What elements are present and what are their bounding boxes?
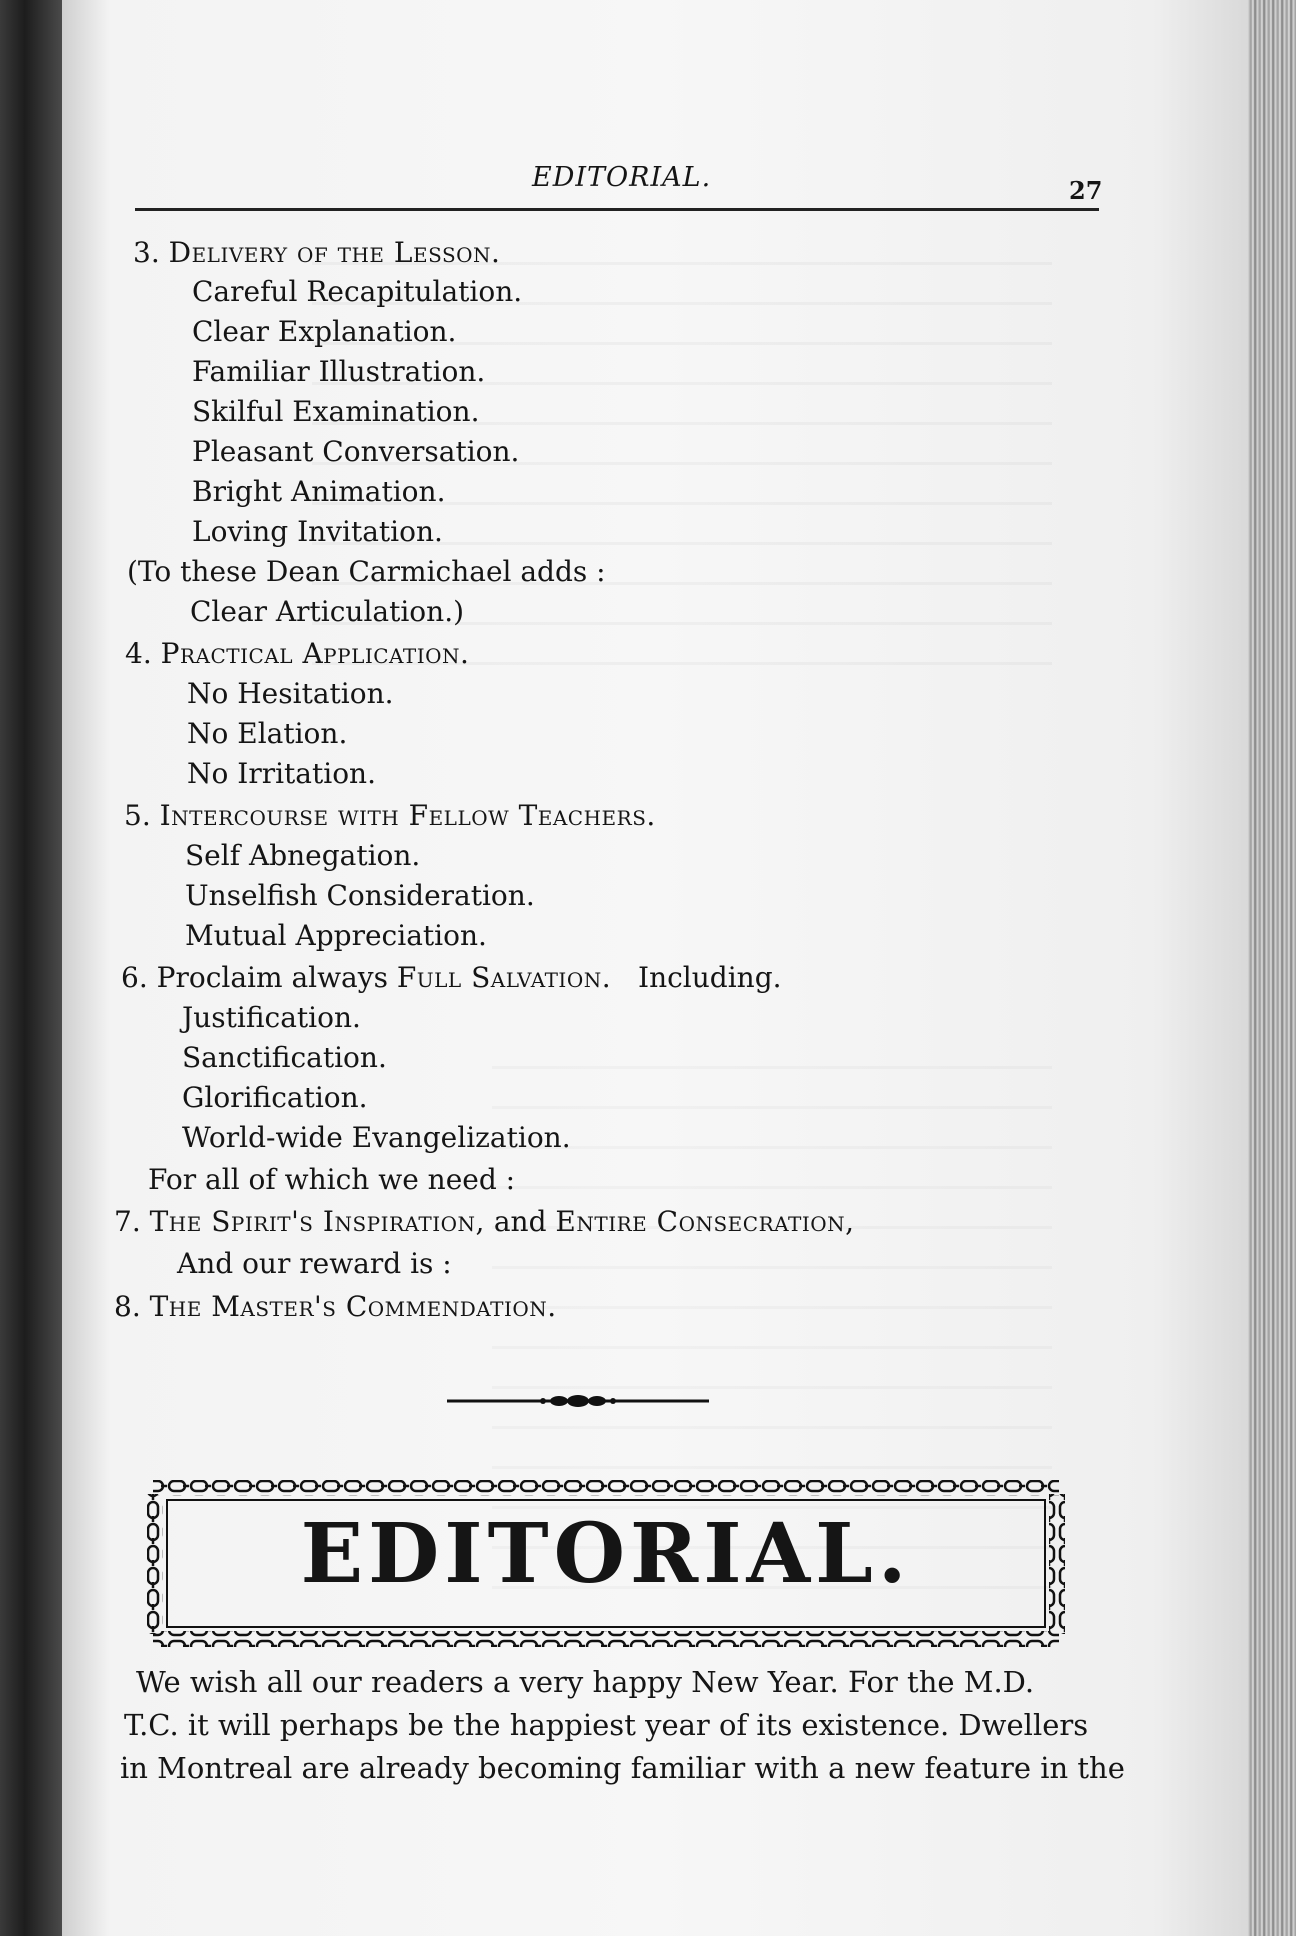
section-heading: Full Salvation. [396, 961, 612, 994]
heading-prefix: Proclaim always [156, 961, 388, 994]
running-head: EDITORIAL. [532, 162, 712, 193]
paragraph-line: T.C. it will perhaps be the happiest year of its existence. Dwellers [124, 1708, 1089, 1742]
header-rule [135, 208, 1099, 211]
list-item: Justification. [182, 1001, 361, 1034]
list-item-5-heading [124, 799, 656, 832]
closing-line: For all of which we need : [148, 1163, 516, 1196]
paragraph-line: We wish all our readers a very happy New Year. For the M.D. [136, 1665, 1035, 1699]
note-line: Clear Articulation.) [190, 595, 465, 628]
list-item: Mutual Appreciation. [185, 919, 487, 952]
list-item: Clear Explanation. [192, 315, 457, 348]
heading-suffix: Including. [638, 961, 782, 994]
section-heading: Intercourse with Fellow Teachers. [159, 799, 656, 832]
section-heading: The Spirit's Inspiration, [149, 1205, 485, 1238]
list-number: 7. [114, 1205, 141, 1238]
list-item-8-heading [114, 1290, 557, 1323]
list-item: No Elation. [187, 717, 348, 750]
list-item-3-heading [133, 236, 500, 269]
list-item: Familiar Illustration. [192, 355, 486, 388]
book-page [62, 0, 1248, 1936]
paragraph-line: in Montreal are already becoming familiar with a new feature in the [120, 1751, 1125, 1785]
page-number: 27 [1069, 176, 1103, 205]
book-spine-shadow [0, 0, 62, 1936]
list-item-7-heading [114, 1205, 855, 1238]
list-item: No Hesitation. [187, 677, 394, 710]
ornament-divider [447, 1394, 709, 1408]
list-item: Sanctification. [182, 1041, 387, 1074]
heading-joiner: and [493, 1205, 547, 1238]
list-item-4-heading [125, 637, 469, 670]
list-item: Glorification. [182, 1081, 368, 1114]
editorial-banner [145, 1478, 1067, 1651]
list-number: 3. [133, 236, 160, 269]
section-heading: Entire Consecration, [555, 1205, 855, 1238]
list-item-6-heading [121, 961, 782, 994]
list-number: 5. [124, 799, 151, 832]
list-number: 8. [114, 1290, 141, 1323]
list-item: Pleasant Conversation. [192, 435, 520, 468]
list-item: Skilful Examination. [192, 395, 480, 428]
editorial-title: EDITORIAL. [300, 1506, 912, 1602]
note-line: (To these Dean Carmichael adds : [127, 555, 606, 588]
list-item: Self Abnegation. [185, 839, 421, 872]
section-heading: Practical Application. [160, 637, 470, 670]
list-item: Unselfish Consideration. [185, 879, 535, 912]
section-heading: The Master's Commendation. [149, 1290, 557, 1323]
list-item: Bright Animation. [192, 475, 446, 508]
list-number: 6. [121, 961, 148, 994]
list-number: 4. [125, 637, 152, 670]
list-item: No Irritation. [187, 757, 376, 790]
section-heading: Delivery of the Lesson. [168, 236, 501, 269]
list-item: World-wide Evangelization. [182, 1121, 571, 1154]
closing-line: And our reward is : [177, 1247, 452, 1280]
page-edges [1248, 0, 1296, 1936]
list-item: Careful Recapitulation. [192, 275, 523, 308]
list-item: Loving Invitation. [192, 515, 443, 548]
